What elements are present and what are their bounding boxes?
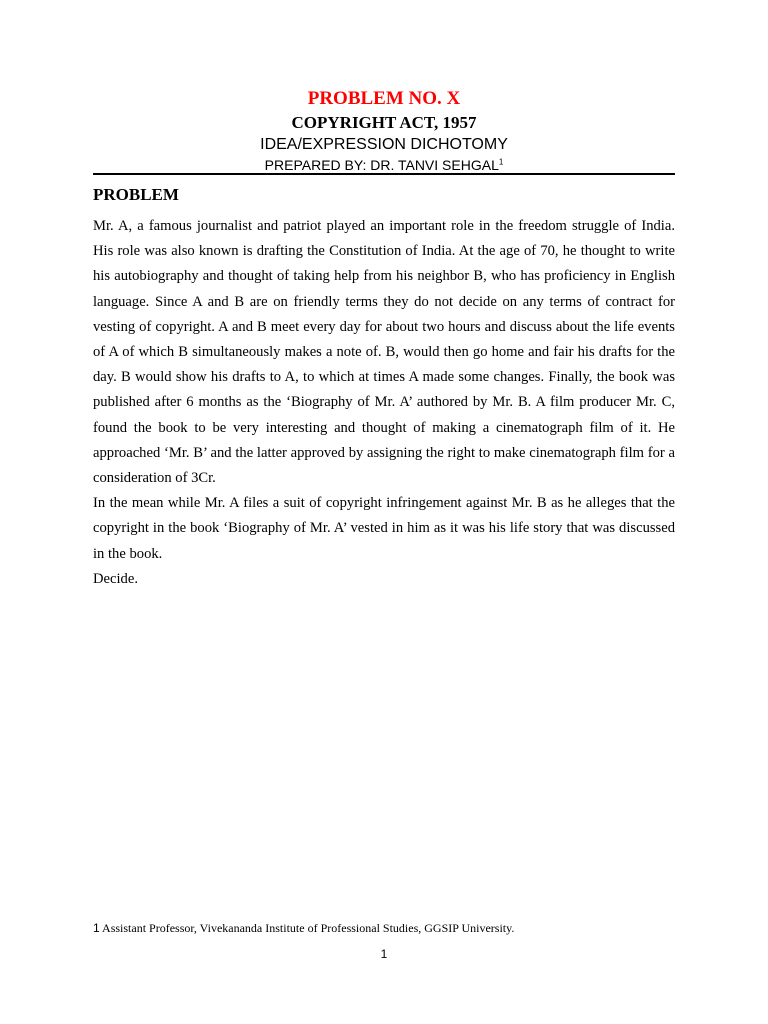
prepared-by-line xyxy=(93,156,675,174)
footnote-text: Assistant Professor, Vivekananda Institute of Professional Studies, GGSIP University. xyxy=(102,921,515,935)
footnote-number: 1 xyxy=(93,921,100,935)
header-divider xyxy=(93,173,675,175)
page-number: 1 xyxy=(380,947,388,961)
body-paragraph-2: In the mean while Mr. A files a suit of copyright infringement against Mr. B as he alleges that the copyright in the book ‘Biography of Mr. A’ vested in him as it was his life story that was discussed in the book. xyxy=(93,495,675,562)
body-paragraph-1: Mr. A, a famous journalist and patriot played an important role in the freedom struggle of India. His role was also known is drafting the Constitution of India. At the age of 70, he thought to write his autobiography and thought of taking help from his neighbor B, who has proficiency in English language. Since A and B are on friendly terms they do not decide on any terms of contract for vesting of copyright. A and B meet every day for about two hours and discuss about the life events of A of which B simultaneously makes a note of. B, would then go home and fair his drafts for the day. B would show his drafts to A, to which at times A made some changes. Finally, the book was published after 6 months as the ‘Biography of Mr. A’ authored by Mr. B. A film producer Mr. C, found the book to be very interesting and thought of making a cinematograph film of it. He approached ‘Mr. B’ and the latter approved by assigning the right to make cinematograph film for a consideration of 3Cr. xyxy=(93,218,675,487)
footnote xyxy=(93,919,693,937)
topic-line: IDEA/EXPRESSION DICHOTOMY xyxy=(260,136,508,153)
problem-title: PROBLEM NO. X xyxy=(307,88,461,109)
document-header xyxy=(93,86,675,174)
problem-body xyxy=(93,214,675,592)
footnote-marker: 1 xyxy=(498,157,504,167)
body-paragraph-3: Decide. xyxy=(93,570,138,587)
act-subtitle: COPYRIGHT ACT, 1957 xyxy=(291,113,477,132)
section-heading: PROBLEM xyxy=(93,185,179,204)
prepared-by-text: PREPARED BY: DR. TANVI SEHGAL xyxy=(264,157,499,173)
